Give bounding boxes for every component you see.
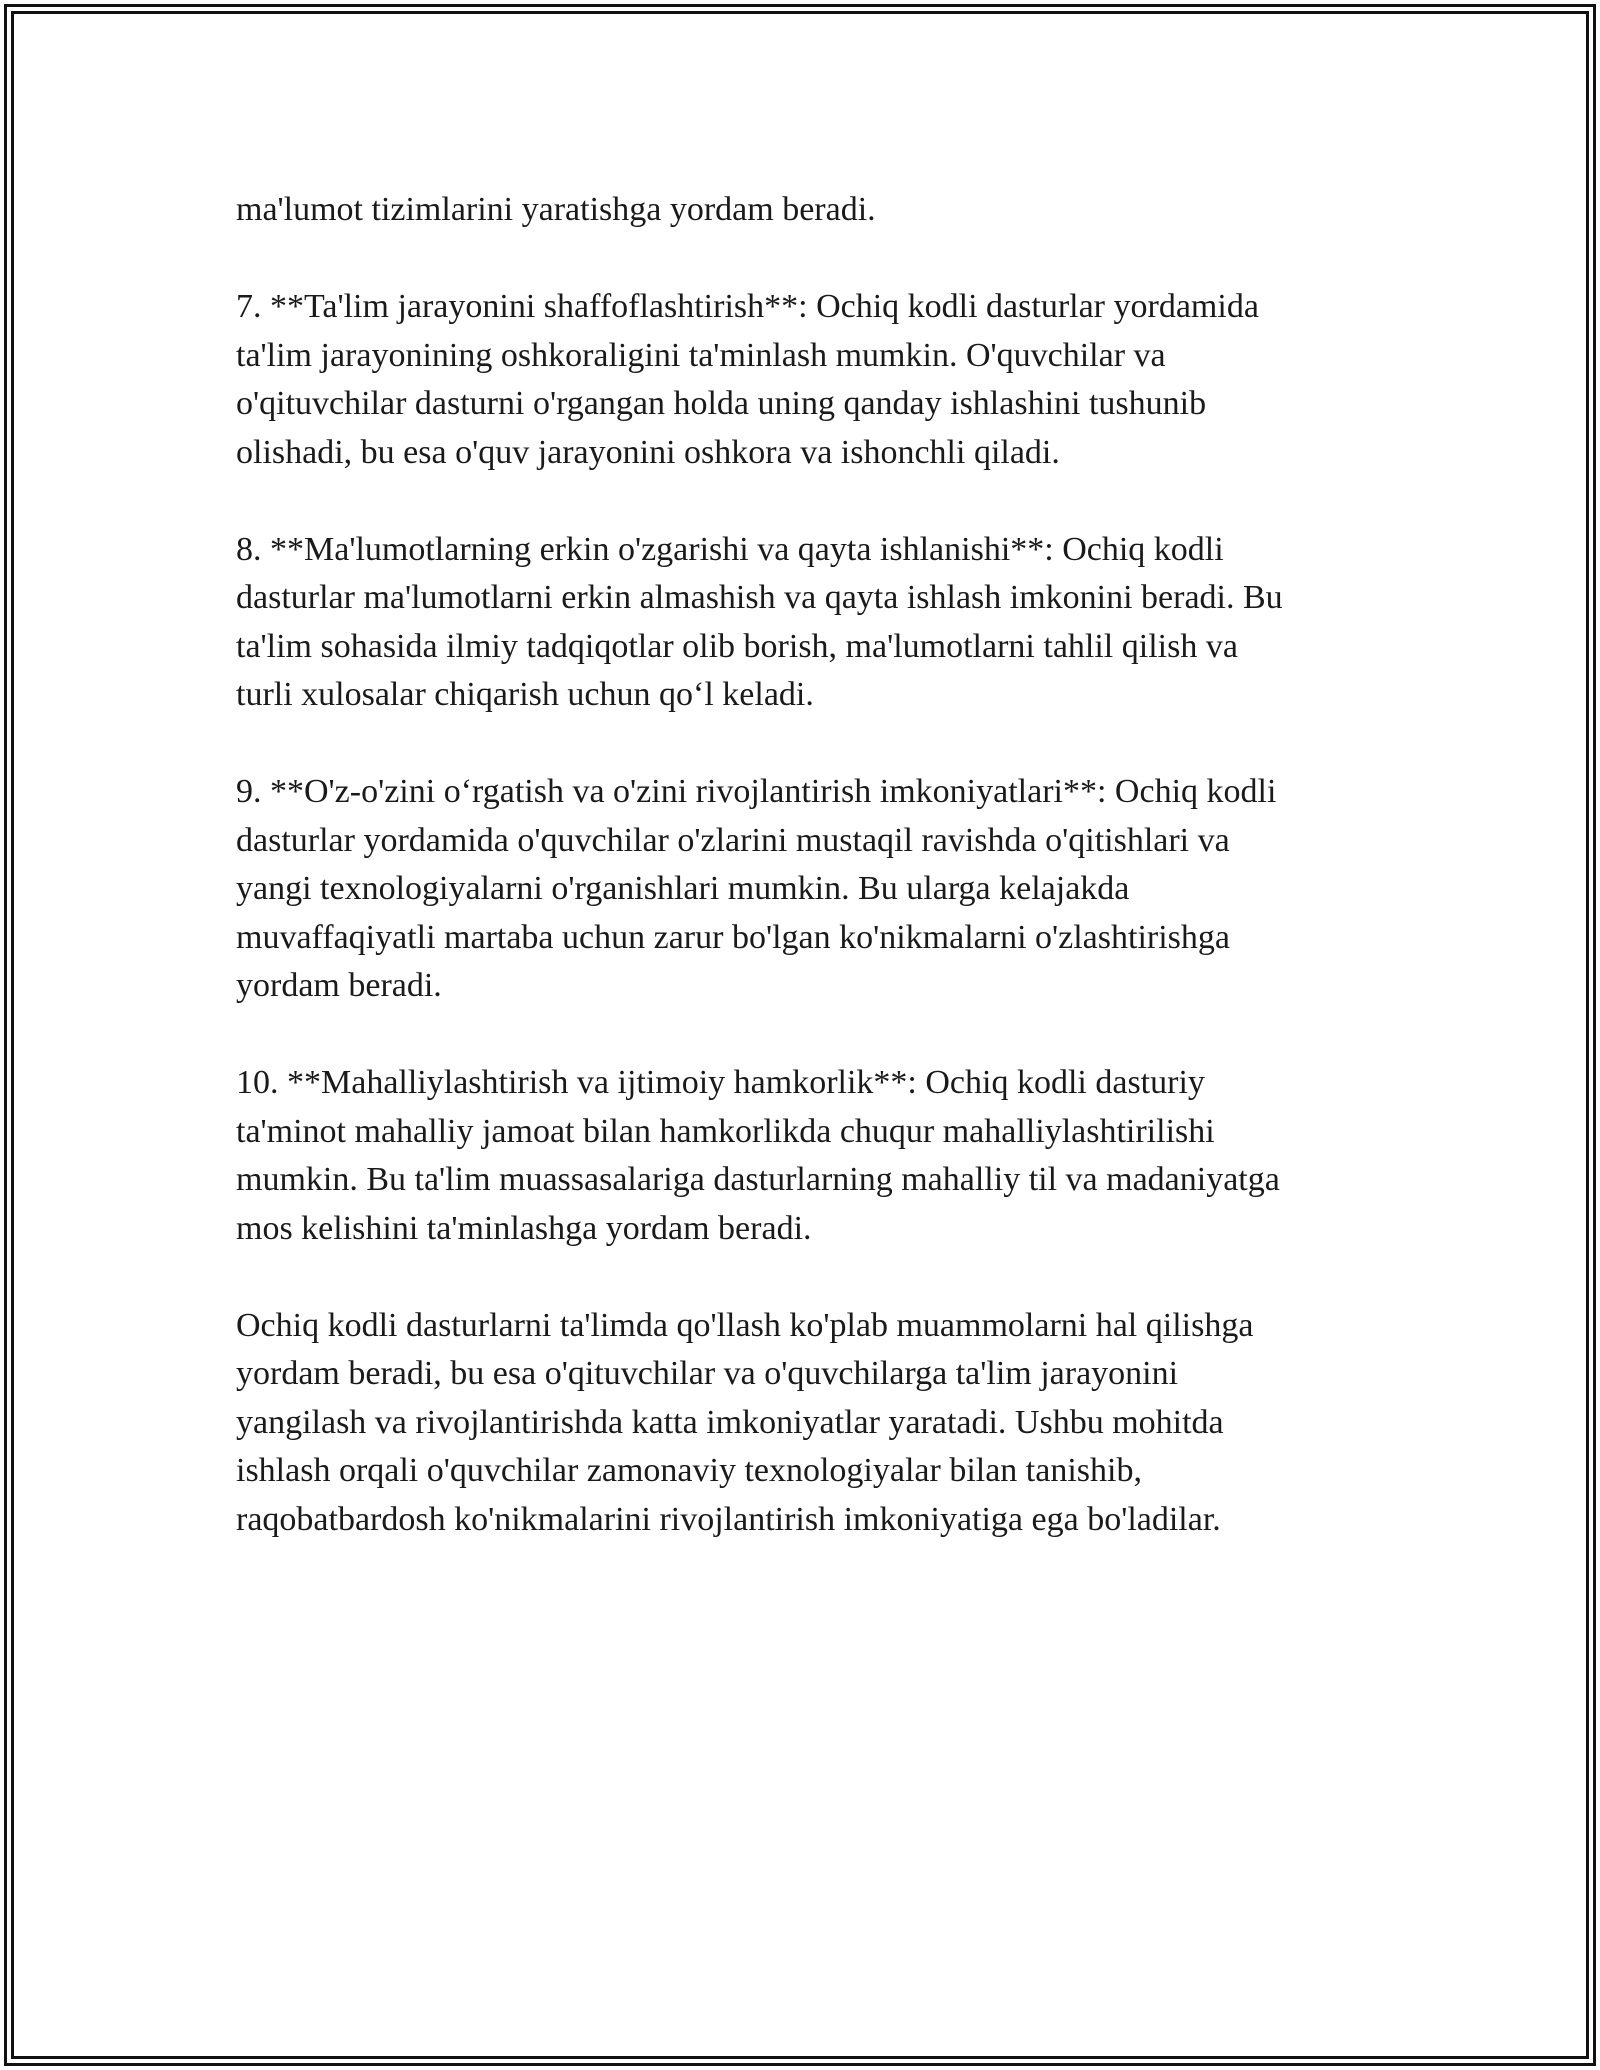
- paragraph-item-10: 10. **Mahalliylashtirish va ijtimoiy hamkorlik**: Ochiq kodli dasturiy ta'minot mahalliy jamoat bilan hamkorlikda chuqur mahalliylashtirilishi mumkin. Bu ta'lim muassasalariga dasturlarning mahalliy til va madaniyatga mos kelishini ta'minlashga yordam beradi.: [236, 1064, 1280, 1247]
- paragraph-item-7: 7. **Ta'lim jarayonini shaffoflashtirish**: Ochiq kodli dasturlar yordamida ta'lim jarayonining oshkoraligini ta'minlash mumkin. O'quvchilar va o'qituvchilar dasturni o'rgangan holda uning qanday ishlashini tushunib olishadi, bu esa o'quv jarayonini oshkora va ishonchli qiladi.: [236, 288, 1259, 471]
- paragraph-conclusion: Ochiq kodli dasturlarni ta'limda qo'llash ko'plab muammolarni hal qilishga yordam beradi, bu esa o'qituvchilar va o'quvchilarga ta'lim jarayonini yangilash va rivojlantirishda katta imkoniyatlar yaratadi. Ushbu mohitda ishlash orqali o'quvchilar zamonaviy texnologiyalar bilan tanishib, raqobatbardosh ko'nikmalarini rivojlantirish imkoniyatiga ega bo'ladilar.: [236, 1306, 1254, 1538]
- paragraph-item-9: 9. **O'z-o'zini o‘rgatish va o'zini rivojlantirish imkoniyatlari**: Ochiq kodli dasturlar yordamida o'quvchilar o'zlarini mustaqil ravishda o'qitishlari va yangi texnologiyalarni o'rganishlari mumkin. Bu ularga kelajakda muvaffaqiyatli martaba uchun zarur bo'lgan ko'nikmalarni o'zlashtirishga yordam beradi.: [236, 773, 1277, 1004]
- paragraph-continuation: ma'lumot tizimlarini yaratishga yordam beradi.: [236, 191, 876, 228]
- document-body: [236, 186, 1376, 1593]
- paragraph-item-8: 8. **Ma'lumotlarning erkin o'zgarishi va qayta ishlanishi**: Ochiq kodli dasturlar ma'lumotlarni erkin almashish va qayta ishlash imkonini beradi. Bu ta'lim sohasida ilmiy tadqiqotlar olib borish, ma'lumotlarni tahlil qilish va turli xulosalar chiqarish uchun qo‘l keladi.: [236, 530, 1283, 713]
